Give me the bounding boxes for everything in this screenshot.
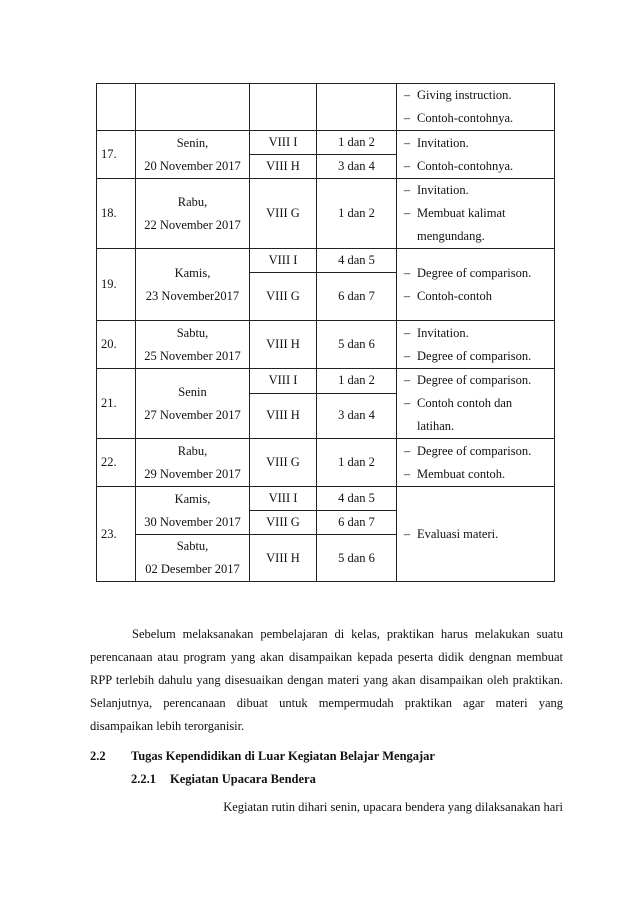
class-cell: VIII I — [250, 369, 317, 394]
table-row — [97, 131, 555, 155]
hours-cell: 1 dan 2 — [317, 179, 397, 249]
table-row — [97, 487, 555, 511]
row-number: 18. — [97, 179, 136, 249]
hours-cell: 6 dan 7 — [317, 273, 397, 321]
hours-cell: 5 dan 6 — [317, 321, 397, 369]
materi-cell: – Degree of comparison. – Contoh contoh dan latihan. — [397, 369, 555, 439]
section-title: Tugas Kependidikan di Luar Kegiatan Belajar Mengajar — [131, 749, 435, 763]
table-row — [97, 249, 555, 273]
materi-item: Giving instruction. — [417, 88, 512, 102]
day-cell: Senin, 20 November 2017 — [136, 131, 250, 179]
day-cell: Rabu, 29 November 2017 — [136, 439, 250, 487]
day-cell: Kamis, 23 November2017 — [136, 249, 250, 321]
hours-cell: 1 dan 2 — [317, 369, 397, 394]
paragraph-rpp: Sebelum melaksanakan pembelajaran di kelas, praktikan harus melakukan suatu perencanaan atau program yang akan disampaikan kepada peserta didik dengnan membuat RPP terlebih dahulu yang disesuaikan dengan materi yang akan disampaikan oleh praktikan. Selanjutnya, perencanaan dibuat untuk mempermudah praktikan agar materi yang disampaikan lebih terorganisir. — [90, 627, 563, 733]
materi-cell: – Evaluasi materi. — [397, 487, 555, 582]
materi-cell: – Invitation. – Membuat kalimat mengundang. — [397, 179, 555, 249]
class-cell: VIII H — [250, 321, 317, 369]
materi-cell: – Invitation. – Degree of comparison. — [397, 321, 555, 369]
class-cell: VIII G — [250, 273, 317, 321]
hours-cell: 4 dan 5 — [317, 249, 397, 273]
row-number: 23. — [97, 487, 136, 582]
schedule-table — [96, 83, 555, 582]
table-row — [97, 369, 555, 394]
day-cell: Rabu, 22 November 2017 — [136, 179, 250, 249]
materi-cell: – Invitation. – Contoh-contohnya. — [397, 131, 555, 179]
table-row — [97, 179, 555, 249]
hours-cell: 1 dan 2 — [317, 131, 397, 155]
hours-cell: 3 dan 4 — [317, 155, 397, 179]
paragraph-upacara: Kegiatan rutin dihari senin, upacara bendera yang dilaksanakan hari — [223, 800, 563, 814]
table-row: – Giving instruction. – Contoh-contohnya. — [97, 84, 555, 131]
class-cell: VIII H — [250, 393, 317, 438]
table-row — [97, 321, 555, 369]
hours-cell: 5 dan 6 — [317, 535, 397, 582]
class-cell: VIII H — [250, 535, 317, 582]
day-cell: Kamis, 30 November 2017 — [136, 487, 250, 535]
subsection-number: 2.2.1 — [131, 772, 156, 786]
materi-item: Contoh-contohnya. — [417, 111, 514, 125]
row-number: 19. — [97, 249, 136, 321]
class-cell: VIII G — [250, 511, 317, 535]
materi-cell: – Degree of comparison. – Contoh-contoh — [397, 249, 555, 321]
row-number: 22. — [97, 439, 136, 487]
row-number: 21. — [97, 369, 136, 439]
class-cell: VIII I — [250, 249, 317, 273]
class-cell: VIII I — [250, 131, 317, 155]
class-cell: VIII H — [250, 155, 317, 179]
day-cell: Sabtu, 02 Desember 2017 — [136, 535, 250, 582]
class-cell: VIII G — [250, 439, 317, 487]
class-cell: VIII G — [250, 179, 317, 249]
row-number: 17. — [97, 131, 136, 179]
hours-cell: 3 dan 4 — [317, 393, 397, 438]
hours-cell: 4 dan 5 — [317, 487, 397, 511]
subsection-title: Kegiatan Upacara Bendera — [170, 772, 316, 786]
materi-cell: – Degree of comparison. – Membuat contoh. — [397, 439, 555, 487]
hours-cell: 6 dan 7 — [317, 511, 397, 535]
table-row — [97, 439, 555, 487]
day-cell: Senin 27 November 2017 — [136, 369, 250, 439]
row-number: 20. — [97, 321, 136, 369]
day-cell: Sabtu, 25 November 2017 — [136, 321, 250, 369]
hours-cell: 1 dan 2 — [317, 439, 397, 487]
section-number: 2.2 — [90, 749, 106, 763]
class-cell: VIII I — [250, 487, 317, 511]
